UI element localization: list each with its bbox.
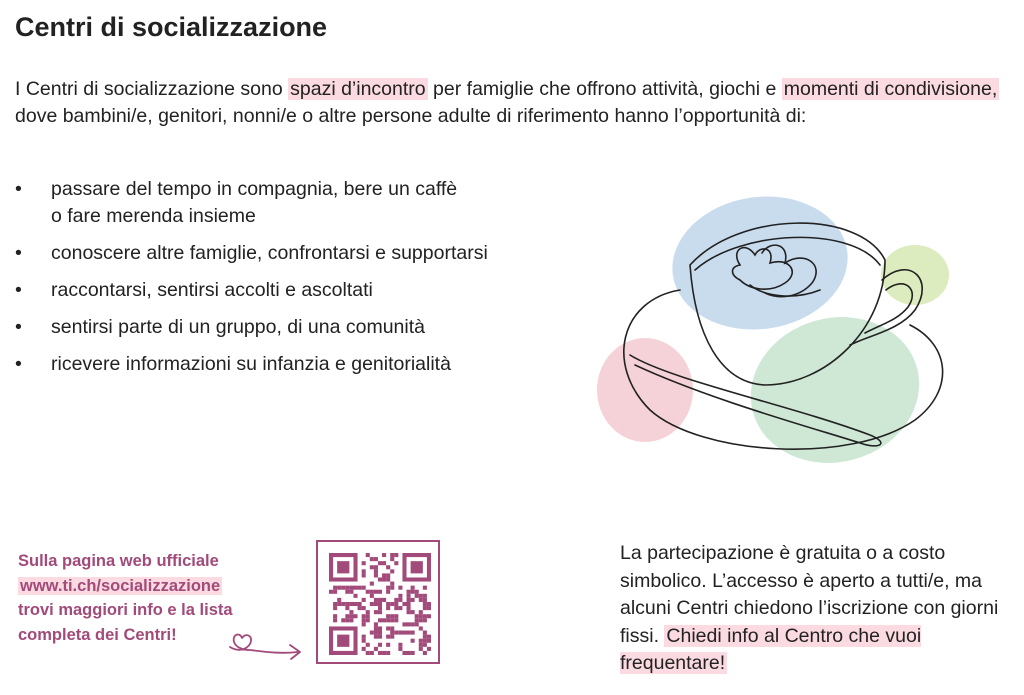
bullet-marker: • — [15, 242, 22, 264]
list-item-text: raccontarsi, sentirsi accolti e ascoltati — [51, 279, 373, 301]
list-item-text: passare del tempo in compagnia, bere un caffè — [51, 178, 458, 200]
intro-highlight-1: spazi d’incontro — [290, 78, 426, 100]
bullet-marker: • — [15, 279, 22, 301]
intro-text-3: dove bambini/e, genitori, nonni/e o altre persone adulte di riferimento hanno l’opportunità di: — [15, 105, 807, 127]
website-link[interactable]: www.ti.ch/socializzazione — [20, 576, 221, 595]
list-item — [15, 314, 595, 341]
list-item — [15, 277, 595, 304]
qr-code-pattern — [329, 553, 431, 655]
blob-pink — [597, 338, 693, 442]
website-note-line: completa dei Centri! — [18, 625, 177, 644]
bullet-marker: • — [15, 316, 22, 338]
website-note-line: Sulla pagina web ufficiale — [18, 552, 219, 570]
participation-text: La partecipazione è gratuita o a costo simbolico. L’accesso è aperto a tutti/e, ma alcuni Centri chiedono l’iscrizione con giorni fissi. — [620, 542, 999, 647]
list-item-text: ricevere informazioni su infanzia e genitorialità — [51, 353, 451, 375]
activities-list — [15, 176, 595, 388]
bullet-marker: • — [15, 178, 22, 200]
intro-text-2: per famiglie che offrono attività, giochi e — [427, 78, 782, 100]
participation-note — [620, 540, 1000, 678]
intro-highlight-2: momenti di condivisione, — [783, 78, 998, 100]
heart-arrow-icon — [228, 622, 306, 668]
intro-paragraph — [15, 76, 1005, 130]
website-note-line: trovi maggiori info e la lista — [18, 601, 233, 619]
list-item-text: sentirsi parte di un gruppo, di una comunità — [51, 316, 425, 338]
list-item — [15, 240, 595, 267]
qr-code[interactable] — [316, 540, 440, 664]
list-item-text-cont: o fare merenda insieme — [51, 205, 256, 227]
participation-highlight: Chiedi info al Centro che vuoi frequentare! — [620, 624, 922, 674]
list-item — [15, 176, 595, 230]
blob-lime — [881, 245, 949, 305]
list-item — [15, 351, 595, 378]
list-item-text: conoscere altre famiglie, confrontarsi e supportarsi — [51, 242, 488, 264]
page-title: Centri di socializzazione — [15, 12, 328, 42]
intro-text-1: I Centri di socializzazione sono — [15, 78, 289, 100]
coffee-cup-illustration — [590, 195, 980, 475]
bullet-marker: • — [15, 353, 22, 375]
